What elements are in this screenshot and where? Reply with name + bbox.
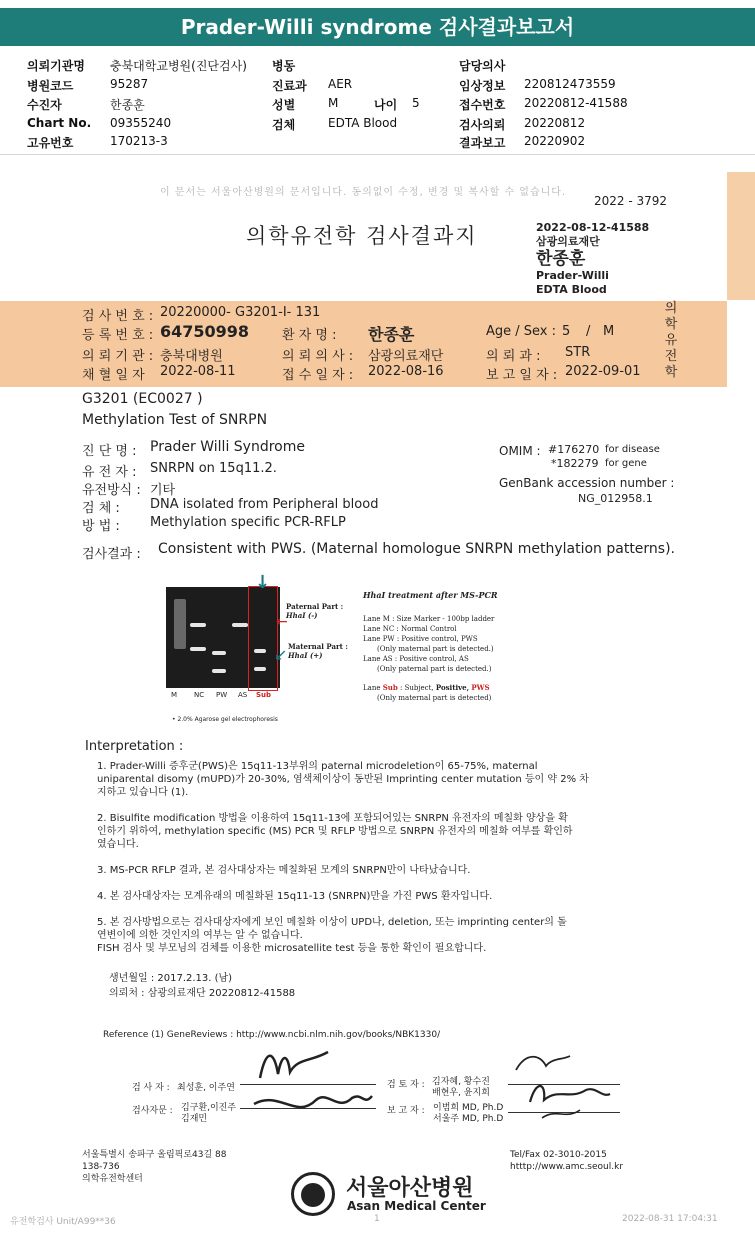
header-key: 고유번호 [27,136,74,150]
lane-label: AS [238,691,248,699]
collection-date: 2022-08-11 [160,364,236,379]
omim-disease: #176270 [548,443,600,456]
header-value: AER [328,77,353,91]
tester-label: 검 사 자 : [132,1083,170,1093]
reporter-label: 보 고 자 : [387,1106,425,1116]
patient-sex: M [603,324,615,339]
registration-number: 64750998 [160,322,250,341]
interp-line: 연변이에 의한 것인지의 여부는 알 수 없습니다. [97,930,303,941]
header-key: 접수번호 [459,98,506,112]
header-key: 임상정보 [459,79,506,93]
asan-foundation-logo-center [301,1183,325,1207]
omim-gene-note: for gene [605,458,647,469]
interp-line: 2. Bisulfite modification 방법을 이용하여 15q11-13에 포함되어있는 SNRPN 유전자의 메칠화 양상을 확 [97,813,568,824]
info-label: 진 단 명 : [82,444,137,459]
report-date: 2022-09-01 [565,364,641,379]
advisor-name: 김구환,이진주 [181,1103,237,1113]
side-char: 학 [664,317,678,332]
result-label: 검사결과 : [82,547,141,562]
interp-line: FISH 검사 및 부모님의 검체를 이용한 microsatellite test 등을 통한 확인이 필요합니다. [97,943,487,954]
header-key: 나이 [374,98,398,112]
band-label: 검 사 번 호 : [82,309,154,324]
birth-date: 생년월일 : 2017.2.13. (남) [109,973,233,984]
header-key: 검사의뢰 [459,118,506,132]
interp-line: 3. MS-PCR RFLP 결과, 본 검사대상자는 메칠화된 모계의 SNRPN만이 나타났습니다. [97,865,471,876]
header-key: 진료과 [272,79,307,93]
test-code: G3201 (EC0027 ) [82,391,203,407]
label-line: 삼광의료재단 [536,235,600,248]
received-date: 2022-08-16 [368,364,444,379]
side-char: 전 [664,349,678,364]
legend-sub-pws: PWS [471,683,490,692]
arrow-down-icon: ↓ [255,572,271,593]
footer-page: 1 [374,1214,380,1224]
header-key: 성별 [272,98,296,112]
legend-sub-positive: Positive, [435,683,470,692]
legend-line: Lane AS : Positive control, AS [363,655,469,663]
tester-names: 최성훈, 이주연 [177,1083,235,1093]
advisor-name: 김재민 [181,1114,208,1124]
document-number: 2022 - 3792 [594,194,668,208]
hospital-contact [510,1149,623,1173]
reporter-name: 서울주 MD, Ph.D [433,1114,504,1124]
info-value: Methylation specific PCR-RFLP [150,515,346,530]
patient-age: 5 [562,324,571,339]
header-key: 병동 [272,59,296,73]
legend-line: Lane NC : Normal Control [363,625,457,633]
info-label: 유전방식 : [82,483,141,498]
maternal-part-label [288,642,348,660]
contact-line: htttp://www.amc.seoul.kr [510,1162,624,1172]
header-value: 20220812-41588 [524,96,628,110]
report-heading: 의학유전학 검사결과지 [246,224,478,248]
band-label: 의 뢰 과 : [486,349,541,364]
interp-line: 4. 본 검사대상자는 모계유래의 메칠화된 15q11-13 (SNRPN)만을 가진 PWS 환자입니다. [97,891,493,902]
label-line: Prader-Willi [536,269,609,282]
interp-line: 5. 본 검사방법으로는 검사대상자에게 보인 메칠화 이상이 UPD나, deletion, 또는 imprinting center의 돌 [97,917,567,928]
requester: 의뢰처 : 삼광의료재단 20220812-41588 [109,988,296,999]
genbank-number: NG_012958.1 [578,492,653,505]
test-number: 20220000- G3201-I- 131 [160,305,321,320]
header-value: 20220902 [524,134,586,148]
header-key: 검체 [272,118,296,132]
header-key: 병원코드 [27,79,74,93]
legend-sub-mid: : Subject, [400,684,434,692]
gel-band [212,669,226,673]
legend-line: (Only paternal part is detected.) [377,665,492,673]
band-label: 등 록 번 호 : [82,328,154,343]
arrow-left-icon: ← [276,614,288,630]
footer-unit: 유전학검사 Unit/A99**36 [10,1217,116,1227]
legend-line: Lane PW : Positive control, PWS [363,635,478,643]
advisor-names [181,1103,236,1125]
gel-band [232,623,248,627]
interp-line: 지하고 있습니다 (1). [97,787,189,798]
gel-band [212,651,226,655]
legend-subject-line [363,683,498,693]
header-key: 수진자 [27,98,62,112]
band-label: 의 뢰 기 관 : [82,349,154,364]
label-patient-name: 한종훈 [536,249,586,269]
header-value: 충북대학교병원(진단검사) [110,59,247,73]
header-value: 한종훈 [110,98,145,112]
band-label: 보 고 일 자 : [486,368,558,383]
figure-legend [363,590,498,703]
interpretation-title: Interpretation : [85,739,184,754]
gel-band [190,623,206,627]
omim-disease-note: for disease [605,444,660,455]
contact-line: Tel/Fax 02-3010-2015 [510,1150,607,1160]
header-key: 의뢰기관명 [27,59,85,73]
marker-smear [174,599,186,649]
hospital-name-english: Asan Medical Center [347,1199,486,1213]
report-title-bar: Prader-Willi syndrome 검사결과보고서 [0,8,755,46]
page-edge [727,172,755,300]
band-label: Age / Sex : [486,324,557,339]
legend-line: (Only maternal part is detected.) [377,645,494,653]
paternal-sub: HhaI (-) [286,611,318,620]
lane-label: PW [216,691,228,699]
patient-name: 한종훈 [368,325,415,344]
lane-label: M [171,691,178,699]
header-key: 담당의사 [459,59,506,73]
slash: / [586,324,591,339]
doctor: 삼광의료재단 [368,349,444,364]
reviewer-name: 배현우, 윤지희 [432,1088,490,1098]
genbank-label: GenBank accession number : [499,476,675,490]
department: STR [565,345,591,360]
label-line: 2022-08-12-41588 [536,221,650,234]
gel-band [190,647,206,651]
legend-sub-prefix: Lane [363,684,381,692]
patient-info-band [0,301,727,387]
subject-lane-highlight [248,586,278,691]
arrow-icon: ↙ [274,645,288,664]
interp-line: 인하기 위하여, methylation specific (MS) PCR 및 RFLP 방법으로 SNRPN 유전자의 메칠화 여부를 확인하 [97,826,573,837]
footer-timestamp: 2022-08-31 17:04:31 [622,1214,718,1224]
interp-line: uniparental disomy (mUPD)가 20-30%, 염색체이상이 동반된 Imprinting center mutation 등이 약 2% 차 [97,774,589,785]
header-value: 95287 [110,77,149,91]
signature-scribbles [240,1040,640,1130]
advisor-label: 검사자문 : [132,1106,173,1116]
interp-line: 1. Prader-Willi 증후군(PWS)은 15q11-13부위의 paternal microdeletion이 65-75%, maternal [97,761,538,772]
band-label: 환 자 명 : [282,328,337,343]
info-label: 유 전 자 : [82,465,137,480]
omim-gene: *182279 [551,457,599,470]
info-label: 검 체 : [82,501,120,516]
interpretation-body [97,760,657,955]
header-value: 20220812 [524,116,586,130]
omim-label: OMIM : [499,444,541,458]
address-line: 의학유전학센터 [82,1174,143,1184]
paternal-part-label [286,602,343,620]
result-text: Consistent with PWS. (Maternal homologue SNRPN methylation patterns). [158,541,676,557]
header-value: M [328,96,339,110]
maternal-sub: HhaI (+) [288,651,323,660]
info-value: DNA isolated from Peripheral blood [150,497,379,512]
lane-label: Sub [256,691,272,699]
header-value: 5 [412,96,420,110]
label-line: EDTA Blood [536,283,607,296]
reporter-name: 이범희 MD, Ph.D [433,1103,504,1113]
header-key: 결과보고 [459,136,506,150]
info-value: 기타 [150,483,176,498]
band-label: 접 수 일 자 : [282,368,354,383]
legend-line: Lane M : Size Marker - 100bp ladder [363,615,495,623]
side-char: 유 [664,333,678,348]
header-key: Chart No. [27,116,92,130]
reference: Reference (1) GeneReviews : http://www.ncbi.nlm.nih.gov/books/NBK1330/ [103,1030,441,1040]
interp-line: 였습니다. [97,839,139,850]
band-label: 의 뢰 의 사 : [282,349,354,364]
specimen-label [536,221,649,297]
header-value: 220812473559 [524,77,616,91]
info-label: 방 법 : [82,519,120,534]
side-char: 학 [664,365,678,380]
side-vertical-label [662,301,680,381]
gel-caption: • 2.0% Agarose gel electrophoresis [172,716,278,723]
info-value: SNRPN on 15q11.2. [150,461,277,476]
maternal-label: Maternal Part : [288,642,348,651]
legend-line: (Only maternal part is detected) [377,694,492,702]
header-value: 170213-3 [110,134,168,148]
paternal-label: Paternal Part : [286,602,344,611]
header-divider [0,154,755,155]
band-label: 채 혈 일 자 [82,368,145,383]
reviewer-name: 김자혜, 황수진 [432,1077,490,1087]
header-value: EDTA Blood [328,116,398,130]
hospital-name-korean: 서울아산병원 [346,1176,474,1201]
reviewer-label: 검 토 자 : [387,1080,425,1090]
info-value: Prader Willi Syndrome [150,439,305,455]
test-name: Methylation Test of SNRPN [82,412,268,428]
address-line: 138-736 [82,1162,120,1172]
side-char: 의 [664,301,678,316]
legend-title: HhaI treatment after MS-PCR [363,590,498,600]
address-line: 서울특별시 송파구 올림픽로43길 88 [82,1150,227,1160]
copyright-notice: 이 문서는 서울아산병원의 문서입니다. 동의없이 수정, 변경 및 복사할 수 없습니다. [160,187,567,198]
header-value: 09355240 [110,116,172,130]
hospital-address [82,1149,227,1185]
lane-label: NC [194,691,205,699]
institution: 충북대병원 [160,349,223,364]
legend-sub-lane: Sub [382,683,398,692]
